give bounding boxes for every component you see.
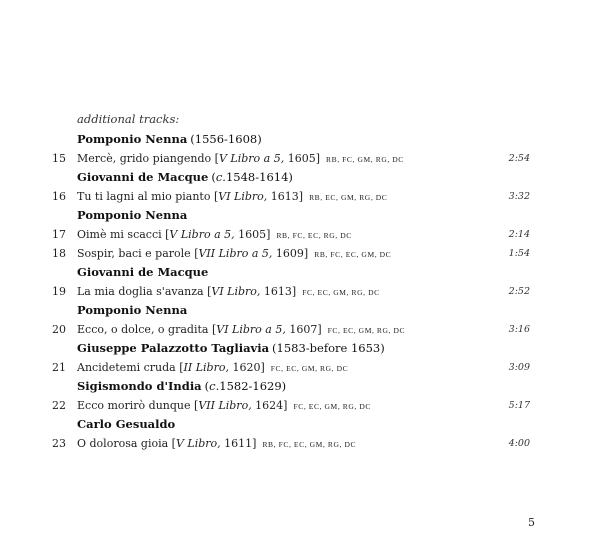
dates-circa: c. [209,379,220,393]
track-row [0,282,600,301]
track-title [77,396,371,416]
track-number: 21 [52,361,66,374]
title-year: 1620] [228,361,265,374]
track-number: 20 [52,323,66,336]
composer-heading [0,130,600,149]
track-duration: 2:14 [508,229,530,240]
dates-open: ( [204,379,210,393]
track-performers: FC, EC, GM, RG, DC [293,402,371,411]
dates-range: 1548-1614) [225,170,293,184]
title-year: 1609] [272,247,309,260]
composer-heading [0,263,600,282]
composer-name: Pomponio Nenna [77,303,188,317]
track-title [77,244,391,264]
track-title [77,320,405,340]
track-duration: 3:32 [508,191,530,202]
title-text: O dolorosa gioia [ [77,437,176,450]
track-performers: FC, EC, GM, RG, DC [302,288,380,297]
title-text: La mia doglia s'avanza [ [77,285,212,298]
composer-heading [0,206,600,225]
title-source: II Libro, [183,361,229,374]
title-year: 1607] [285,323,322,336]
dates-circa: c. [215,170,226,184]
title-year: 1611] [220,437,257,450]
track-duration: 1:54 [508,248,530,259]
title-text: Ancidetemi cruda [ [77,361,184,374]
track-performers: RB, FC, EC, GM, DC [314,250,392,259]
composer-name: Pomponio Nenna [77,208,188,222]
track-row [0,187,600,206]
composer-heading [0,339,600,358]
track-performers: RB, FC, EC, RG, DC [276,231,352,240]
composer-dates: (1556-1608) [190,132,262,146]
section-heading: additional tracks: [77,112,180,126]
track-performers: FC, EC, GM, RG, DC [270,364,349,373]
track-number: 15 [52,152,66,165]
title-source: VI Libro, [218,190,268,203]
title-source: V Libro a 5, [169,228,235,241]
composer-name: Giovanni de Macque [77,170,209,184]
title-text: Ecco morirò dunque [ [77,399,199,412]
title-text: Oimè mi scacci [ [77,228,170,241]
composer-dates [211,170,293,184]
track-row [0,149,600,168]
title-text: Ecco, o dolce, o gradita [ [77,323,217,336]
track-number: 16 [52,190,66,203]
track-title [77,187,387,207]
track-duration: 2:54 [508,153,530,164]
track-duration: 4:00 [508,438,530,449]
track-row [0,225,600,244]
track-number: 22 [52,399,66,412]
title-source: V Libro a 5, [218,152,285,165]
track-performers: FC, EC, GM, RG, DC [327,326,406,335]
track-row [0,434,600,453]
composer-dates: (1583-before 1653) [272,341,385,355]
track-duration: 3:09 [508,362,530,373]
track-row [0,320,600,339]
title-source: V Libro, [175,437,221,450]
title-year: 1605] [284,152,320,165]
track-title [77,358,348,378]
title-year: 1613] [267,190,304,203]
track-title [77,149,404,169]
title-year: 1624] [251,399,288,412]
track-performers: RB, FC, GM, RG, DC [326,155,404,164]
composer-name: Carlo Gesualdo [77,417,176,431]
track-row [0,396,600,415]
dates-range: 1582-1629) [219,379,287,393]
track-title [77,434,356,454]
track-duration: 2:52 [508,286,530,297]
title-source: VI Libro a 5, [216,323,286,336]
title-year: 1613] [260,285,297,298]
composer-heading [0,415,600,434]
title-source: VII Libro, [198,399,252,412]
track-title [77,282,380,302]
track-number: 17 [52,228,66,241]
title-year: 1605] [234,228,271,241]
track-number: 23 [52,437,66,450]
title-text: Mercè, grido piangendo [ [77,152,219,165]
track-number: 19 [52,285,66,298]
composer-dates [205,379,287,393]
composer-name: Pomponio Nenna [77,132,188,146]
track-list [0,130,600,453]
track-row [0,244,600,263]
track-row [0,358,600,377]
composer-heading [0,377,600,396]
composer-name: Giuseppe Palazzotto Tagliavia [77,341,270,355]
track-duration: 3:16 [508,324,530,335]
dates-open: ( [211,170,216,184]
composer-heading [0,168,600,187]
track-performers: RB, FC, EC, GM, RG, DC [262,440,357,449]
track-duration: 5:17 [508,400,530,411]
title-source: VII Libro a 5, [198,247,273,260]
title-text: Sospir, baci e parole [ [77,247,199,260]
composer-heading [0,301,600,320]
title-text: Tu ti lagni al mio pianto [ [77,190,219,203]
composer-name: Giovanni de Macque [77,265,209,279]
title-source: VI Libro, [211,285,261,298]
track-title [77,225,352,245]
composer-name: Sigismondo d'India [77,379,202,393]
page-number: 5 [528,516,535,529]
track-number: 18 [52,247,66,260]
track-performers: RB, EC, GM, RG, DC [309,193,388,202]
